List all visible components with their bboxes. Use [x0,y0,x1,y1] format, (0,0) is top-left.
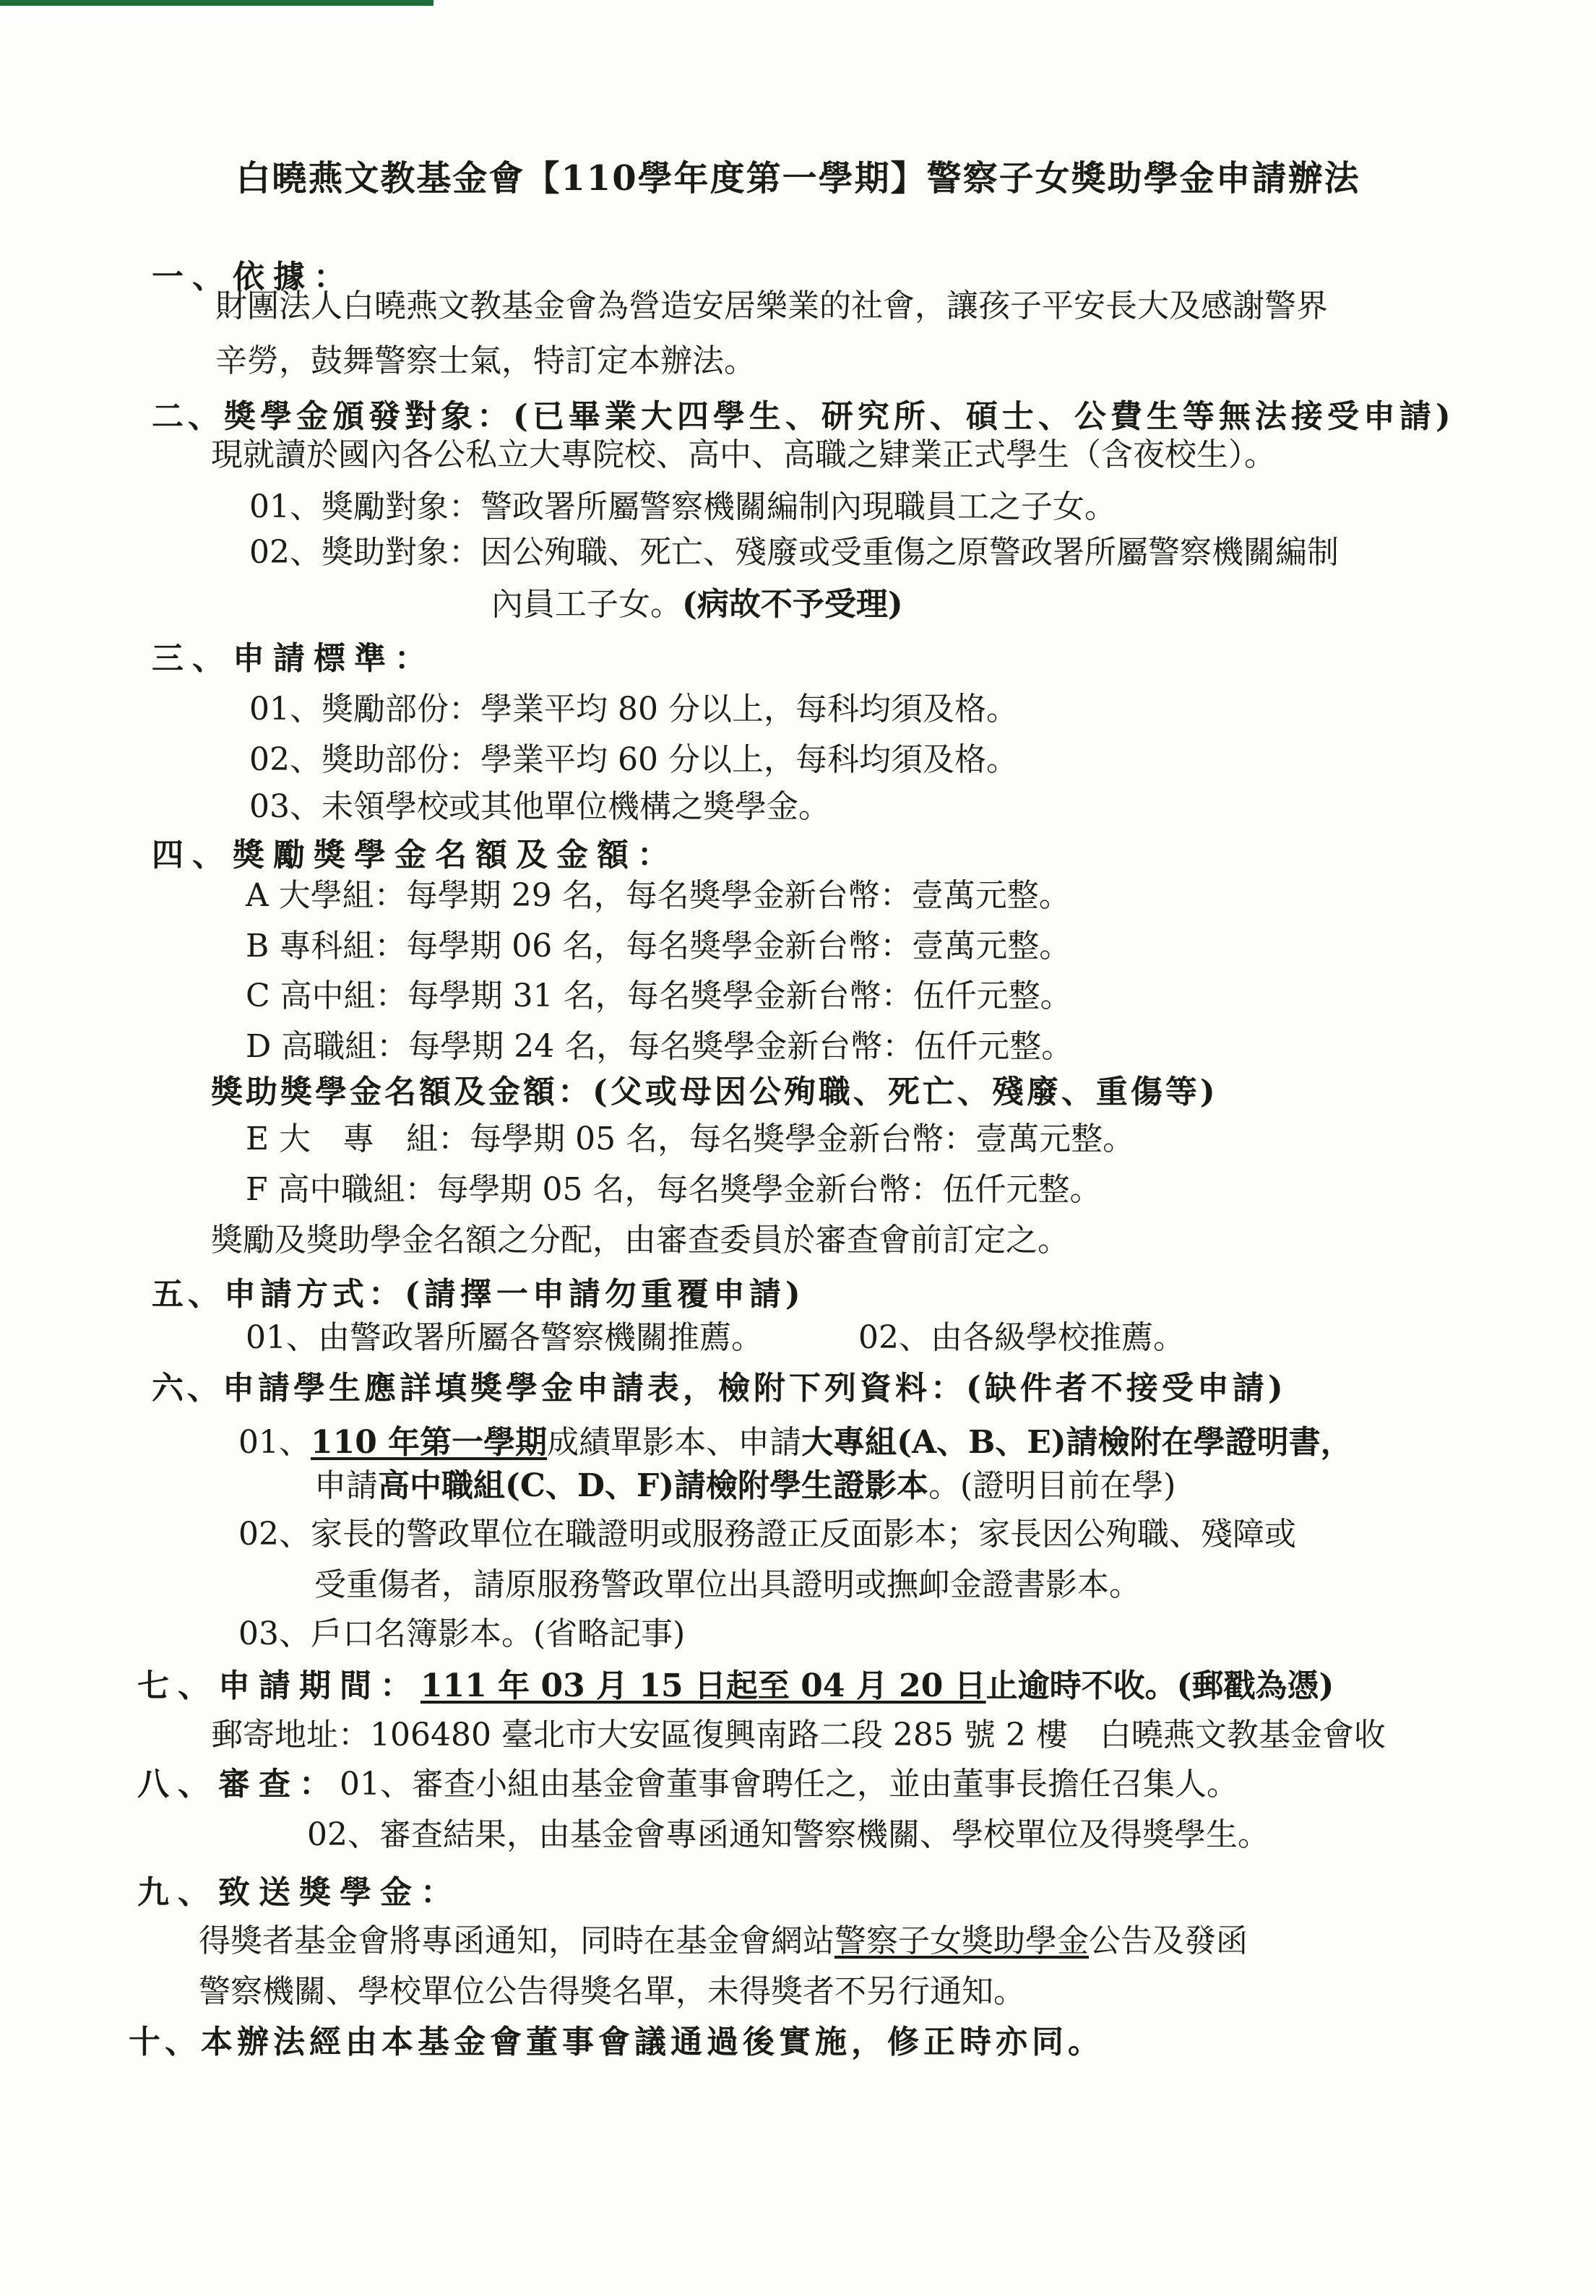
section-8-item-2: 02、審查結果，由基金會專函通知警察機關、學校單位及得獎學生。 [307,1816,1269,1853]
section-4-group-e: E 大 專 組：每學期 05 名，每名獎學金新台幣：壹萬元整。 [246,1121,1135,1157]
page-title: 白曉燕文教基金會【110學年度第一學期】警察子女獎助學金申請辦法 [236,158,1360,199]
section-7-heading: 七、申請期間： [137,1667,420,1704]
section-9-line-1-pre: 得獎者基金會將專函通知，同時在基金會網站 [199,1922,834,1959]
section-4-group-d: D 高職組：每學期 24 名，每名獎學金新台幣：伍仟元整。 [246,1028,1074,1065]
section-7-line [137,1667,1334,1704]
section-2-item-2b [491,586,903,623]
section-4-group-f: F 高中職組：每學期 05 名，每名獎學金新台幣：伍仟元整。 [246,1171,1102,1208]
section-3-item-1: 01、獎勵部份：學業平均 80 分以上，每科均須及格。 [249,691,1018,728]
section-3-item-2: 02、獎助部份：學業平均 60 分以上，每科均須及格。 [249,741,1018,778]
section-4-group-c: C 高中組：每學期 31 名，每名獎學金新台幣：伍仟元整。 [246,977,1072,1014]
section-2-item-2a: 02、獎助對象：因公殉職、死亡、殘廢或受重傷之原警政署所屬警察機關編制 [249,534,1339,571]
section-3-heading: 三、申請標準： [152,640,435,677]
section-1-line-2: 辛勞，鼓舞警察士氣，特訂定本辦法。 [215,342,756,379]
section-4-note: 獎勵及獎助學金名額之分配，由審查委員於審查會前訂定之。 [211,1222,1069,1259]
section-2-item-1: 01、獎勵對象：警政署所屬警察機關編制內現職員工之子女。 [249,488,1116,525]
section-4-heading: 四、獎勵獎學金名額及金額： [152,837,678,873]
section-8-line-1 [137,1766,1238,1803]
section-6-item-1a [238,1424,1353,1461]
section-2-item-2b-text: 內員工子女。 [491,586,682,623]
section-5-item-1: 01、由警政署所屬各警察機關推薦。 [246,1319,763,1356]
section-8-heading: 八、審查： [137,1766,340,1803]
section-6-item-3: 03、戶口名簿影本。(省略記事) [238,1615,686,1652]
section-1-heading: 一、依據： [152,259,354,295]
section-6-item-1b-pre: 申請 [314,1467,378,1504]
section-2-sick-exclusion: (病故不予受理) [682,586,903,623]
section-6-term: 110 年第一學期 [311,1424,548,1461]
section-5-item-2: 02、由各級學校推薦。 [858,1319,1185,1356]
section-2-heading: 二、獎學金頒發對象：(已畢業大四學生、研究所、碩士、公費生等無法接受申請) [152,398,1455,435]
section-7-period: 111 年 03 月 15 日起至 04 月 20 日 [420,1667,986,1704]
section-6-item-2b: 受重傷者，請原服務警政單位出具證明或撫卹金證書影本。 [314,1566,1141,1603]
section-4-sub-heading: 獎助獎學金名額及金額：(父或母因公殉職、死亡、殘廢、重傷等) [211,1074,1218,1110]
section-1-line-1: 財團法人白曉燕文教基金會為營造安居樂業的社會，讓孩子平安長大及感謝警界 [215,288,1328,324]
section-4-group-a: A 大學組：每學期 29 名，每名獎學金新台幣：壹萬元整。 [246,877,1071,914]
section-6-item-1-mid: 成績單影本、申請 [547,1424,802,1461]
section-6-item-2a: 02、家長的警政單位在職證明或服務證正反面影本；家長因公殉職、殘障或 [238,1516,1296,1553]
section-9-heading: 九、致送獎學金： [137,1874,461,1911]
section-6-highschool-requirement: 高中職組(C、D、F)請檢附學生證影本 [378,1467,929,1504]
section-6-item-1b-post: 。(證明目前在學) [928,1467,1176,1504]
section-6-item-1-prefix: 01、 [238,1424,311,1461]
website-section-name: 警察子女獎助學金 [834,1922,1089,1959]
section-9-line-1-post: 公告及發函 [1089,1922,1248,1959]
section-9-line-2: 警察機關、學校單位公告得獎名單，未得獎者不另行通知。 [199,1973,1025,2010]
section-8-item-1: 01、審查小組由基金會董事會聘任之，並由董事長擔任召集人。 [340,1766,1238,1803]
section-5-heading: 五、申請方式：(請擇一申請勿重覆申請) [152,1276,805,1313]
section-6-heading: 六、申請學生應詳填獎學金申請表，檢附下列資料：(缺件者不接受申請) [152,1370,1287,1407]
section-6-item-1b [314,1467,1176,1504]
section-10-heading: 十、本辦法經由本基金會董事會議通過後實施，修正時亦同。 [129,2024,1104,2060]
section-3-item-3: 03、未領學校或其他單位機構之獎學金。 [249,788,830,825]
section-9-line-1 [199,1922,1248,1959]
section-7-address: 郵寄地址：106480 臺北市大安區復興南路二段 285 號 2 樓 白曉燕文教基金會收 [211,1717,1386,1753]
section-6-university-requirement: 大專組(A、B、E)請檢附在學證明書， [801,1424,1353,1461]
section-7-deadline-note: 止逾時不收。(郵戳為憑) [985,1667,1334,1704]
section-4-group-b: B 專科組：每學期 06 名，每名獎學金新台幣：壹萬元整。 [246,928,1071,964]
section-2-line-1: 現就讀於國內各公私立大專院校、高中、高職之肄業正式學生（含夜校生）。 [211,436,1276,473]
